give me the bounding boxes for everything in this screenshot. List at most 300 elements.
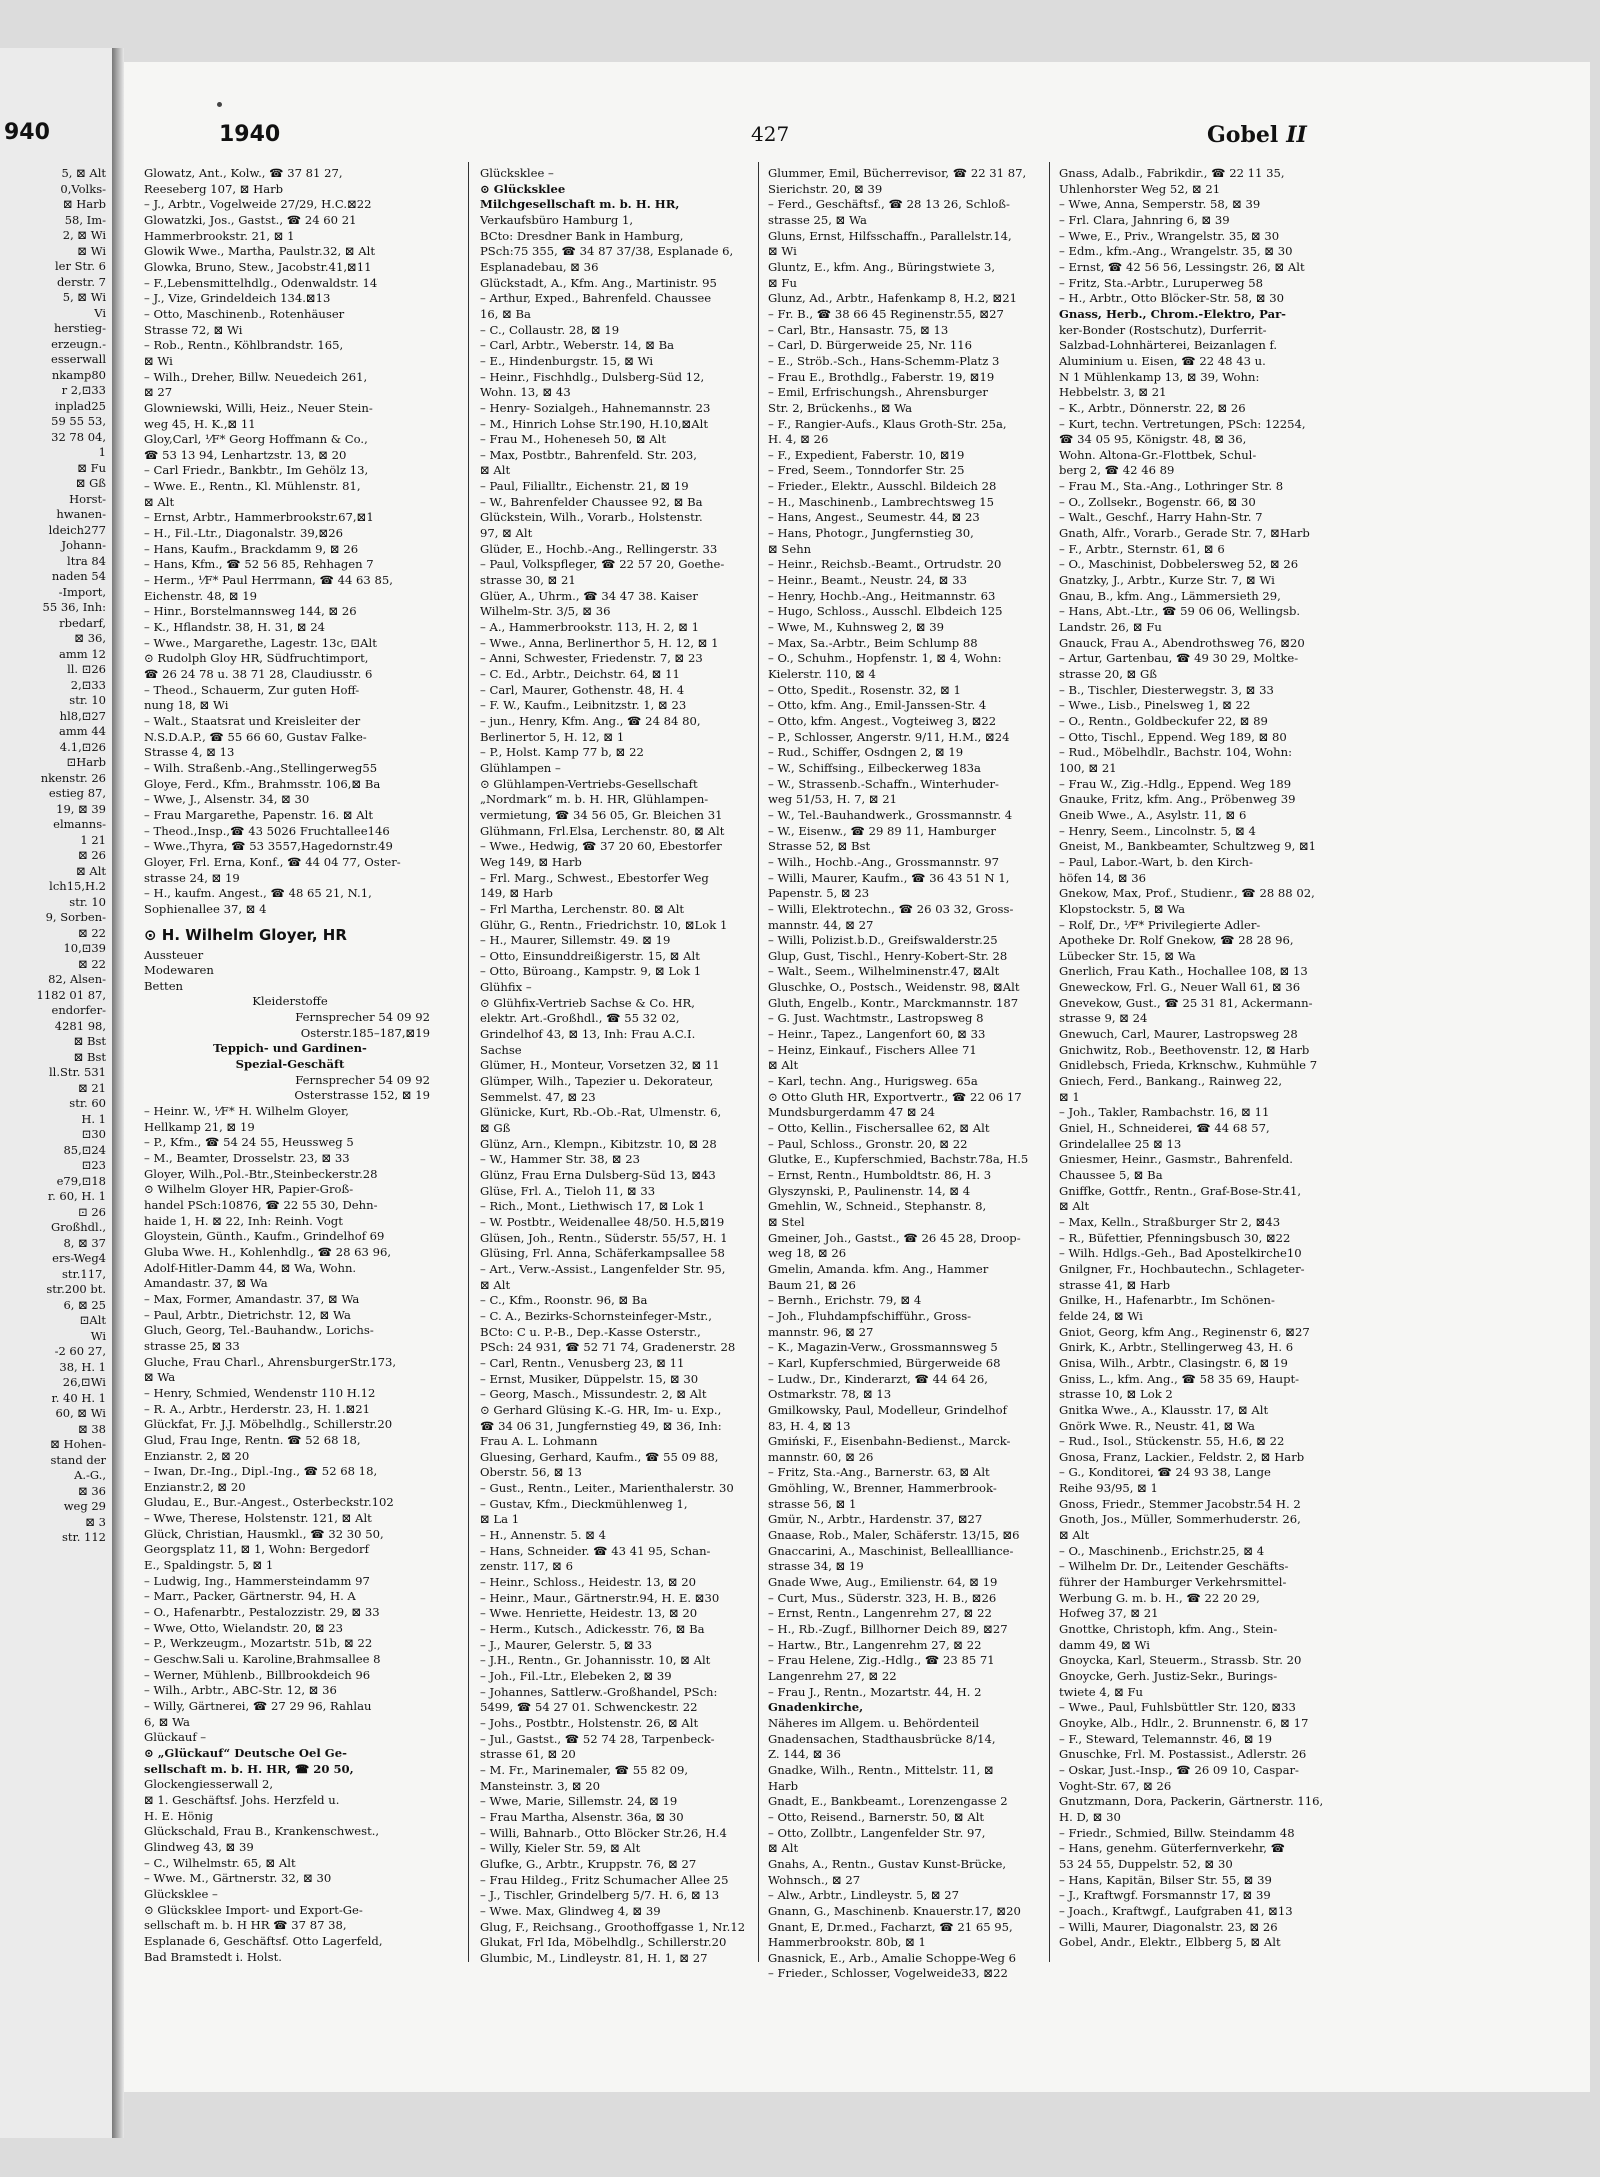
directory-entry: – F.,Lebensmittelhdlg., Odenwaldstr. 14 [144,275,378,290]
directory-entry: – M., Beamter, Drosselstr. 23, ⊠ 33 [144,1151,350,1166]
directory-entry: – Heinr., Beamt., Neustr. 24, ⊠ 33 [768,573,967,588]
directory-entry: – K., Hflandstr. 38, H. 31, ⊠ 24 [144,620,325,635]
left-page-line: ldeich277 [48,522,106,537]
directory-entry: – Henry- Sozialgeh., Hahnemannstr. 23 [480,400,711,415]
directory-entry: – Marr., Packer, Gärtnerstr. 94, H. A [144,1589,356,1604]
directory-entry: – Willy, Kieler Str. 59, ⊠ Alt [480,1841,641,1856]
directory-entry: strasse 30, ⊠ 21 [480,573,576,588]
directory-entry: – Paul, Filialltr., Eichenstr. 21, ⊠ 19 [480,479,689,494]
left-page-line: 26,⊡Wi [62,1375,106,1389]
directory-entry: Esplanadebau, ⊠ 36 [480,259,599,274]
directory-entry: Gnutzmann, Dora, Packerin, Gärtnerstr. 116, [1059,1794,1324,1809]
directory-entry: – E., Ströb.-Sch., Hans-Schemm-Platz 3 [768,353,1000,368]
directory-entry: 83, H. 4, ⊠ 13 [768,1418,851,1433]
directory-entry: – B., Tischler, Diesterwegstr. 3, ⊠ 33 [1059,682,1274,697]
directory-entry: Wohnsch., ⊠ 27 [768,1872,861,1887]
directory-entry: – J., Tischler, Grindelberg 5/7. H. 6, ⊠ 13 [480,1888,720,1903]
left-page-line: weg 29 [63,1499,106,1513]
directory-entry: – J., Arbtr., Vogelweide 27/29, H.C.⊠22 [144,197,372,212]
left-page-line: derstr. 7 [56,274,106,289]
directory-entry: haide 1, H. ⊠ 22, Inh: Reinh. Vogt [144,1213,343,1228]
directory-entry: – Friedr., Schmied, Billw. Steindamm 48 [1059,1825,1295,1840]
directory-entry: 6, ⊠ Wa [144,1714,190,1729]
left-page-line: ler Str. 6 [55,259,106,273]
directory-entry: – W., Hammer Str. 38, ⊠ 23 [480,1152,641,1167]
directory-entry: – P., Schlosser, Angerstr. 9/11, H.M., ⊠24 [768,729,1010,744]
directory-entry: – K., Arbtr., Dönnerstr. 22, ⊠ 26 [1059,400,1246,415]
directory-entry: sellschaft m. b. H HR ☎ 37 87 38, [144,1918,347,1933]
directory-entry: – Ernst, Musiker, Düppelstr. 15, ⊠ 30 [480,1371,699,1386]
directory-entry: – Otto, Spedit., Rosenstr. 32, ⊠ 1 [768,682,961,697]
directory-entry: H. D, ⊠ 30 [1059,1809,1121,1824]
left-page-line: 1182 01 87, [36,987,106,1002]
directory-entry: weg 18, ⊠ 26 [768,1246,847,1261]
left-page-line: 38, H. 1 [59,1359,106,1374]
directory-entry: Gobel, Andr., Elektr., Elbberg 5, ⊠ Alt [1059,1935,1281,1950]
directory-entry: – Otto, Büroang., Kampstr. 9, ⊠ Lok 1 [480,964,702,979]
directory-entry: Glunz, Ad., Arbtr., Hafenkamp 8, H.2, ⊠21 [768,291,1017,306]
directory-entry: Fernsprecher 54 09 92 [295,1072,430,1087]
directory-entry: Modewaren [144,963,214,978]
directory-entry: – K., Magazin-Verw., Grossmannsweg 5 [768,1340,998,1355]
directory-entry: – Wwe., Hedwig, ☎ 37 20 60, Ebestorfer [480,839,722,854]
left-page-line: Vi [94,305,106,320]
directory-entry: – Ludw., Dr., Kinderarzt, ☎ 44 64 26, [768,1371,988,1386]
directory-entry: – Joh., Fil.-Ltr., Elebeken 2, ⊠ 39 [480,1669,672,1683]
directory-entry: Strasse 72, ⊠ Wi [144,322,243,337]
directory-entry: ⊠ Stel [768,1214,805,1229]
directory-entry: – Gust., Rentn., Leiter., Marienthalerstr. 30 [480,1481,734,1496]
directory-entry: Fernsprecher 54 09 92 [295,1010,430,1025]
directory-entry: – Johannes, Sattlerw.-Großhandel, PSch: [480,1684,718,1699]
directory-entry: – J.H., Rentn., Gr. Johannisstr. 10, ⊠ Alt [480,1653,711,1668]
directory-entry: – Karl, techn. Ang., Hurigsweg. 65a [768,1074,978,1089]
directory-entry: ⊙ „Glückauf“ Deutsche Oel Ge- [144,1745,347,1760]
directory-entry: – Wwe. M., Gärtnerstr. 32, ⊠ 30 [144,1871,332,1886]
directory-entry: Voght-Str. 67, ⊠ 26 [1059,1778,1172,1793]
directory-entry: Baum 21, ⊠ 26 [768,1277,856,1292]
directory-entry: Glühfix – [480,980,532,995]
directory-entry: Gnerlich, Frau Kath., Hochallee 108, ⊠ 13 [1059,964,1308,979]
directory-entry: – Rolf, Dr., ⅟F* Privilegierte Adler- [1059,917,1261,932]
left-page-line: ⊠ 21 [78,1080,106,1095]
directory-entry: – Frau M., Hoheneseh 50, ⊠ Alt [480,432,667,447]
left-page-line: H. 1 [81,1111,106,1126]
directory-entry: Wohn. Altona-Gr.-Flottbek, Schul- [1059,447,1257,462]
directory-entry: Gnass, Herb., Chrom.-Elektro, Par- [1059,306,1286,321]
headword: Gobel [1207,122,1279,148]
left-page-line: r. 40 H. 1 [51,1390,106,1405]
directory-entry: Spezial-Geschäft [235,1057,345,1072]
directory-entry: – Henry, Seem., Lincolnstr. 5, ⊠ 4 [1059,823,1256,838]
directory-entry: – Hugo, Schloss., Ausschl. Elbdeich 125 [768,604,1003,619]
directory-entry: Glühmann, Frl.Elsa, Lerchenstr. 80, ⊠ Alt [480,823,725,838]
left-page-line: 10,⊡39 [63,941,106,955]
directory-entry: Gluch, Georg, Tel.-Bauhandw., Lorichs- [144,1323,374,1338]
left-page-line: ll.Str. 531 [48,1065,106,1079]
directory-entry: – Gustav, Kfm., Dieckmühlenweg 1, [480,1496,688,1511]
left-page-line: 1 21 [80,832,106,847]
directory-entry: Glyszynski, P., Paulinenstr. 14, ⊠ 4 [768,1183,971,1198]
left-page-line: estieg 87, [48,786,106,800]
directory-entry: – Otto, Reisend., Barnerstr. 50, ⊠ Alt [768,1809,985,1824]
directory-entry: – Wilh. Hdlgs.-Geh., Bad Apostelkirche10 [1059,1246,1302,1261]
directory-entry: Eichenstr. 48, ⊠ 19 [144,588,257,603]
column-rule [468,162,469,1962]
left-page-line: Wi [90,1328,106,1343]
left-page-line: str. 10 [69,693,106,707]
directory-entry: strasse 61, ⊠ 20 [480,1747,576,1762]
directory-entry: ⊠ Alt [480,463,511,478]
directory-entry: – Hans, genehm. Güterfernverkehr, ☎ [1059,1841,1286,1856]
directory-entry: – Hans, Kaufm., Brackdamm 9, ⊠ 26 [144,541,359,556]
directory-entry: sellschaft m. b. H. HR, ☎ 20 50, [144,1761,354,1776]
directory-entry: Papenstr. 5, ⊠ 23 [768,886,870,901]
directory-entry: – C., Kfm., Roonstr. 96, ⊠ Ba [480,1293,648,1308]
left-page-line: Großhdl., [50,1220,106,1234]
directory-entry: – Rud., Möbelhdlr., Bachstr. 104, Wohn: [1059,745,1293,760]
volume: II [1286,122,1307,148]
directory-entry: Glückstadt, A., Kfm. Ang., Martinistr. 95 [480,275,717,290]
directory-entry: mannstr. 44, ⊠ 27 [768,917,874,932]
directory-entry: Hofweg 37, ⊠ 21 [1059,1606,1159,1621]
directory-entry: Gnörk Wwe. R., Neustr. 41, ⊠ Wa [1059,1418,1255,1433]
directory-entry: zenstr. 117, ⊠ 6 [480,1559,573,1574]
directory-entry: – H., Annenstr. 5. ⊠ 4 [480,1528,607,1543]
directory-entry: Gnoth, Jos., Müller, Sommerhuderstr. 26, [1059,1512,1301,1527]
directory-entry: – R. A., Arbtr., Herderstr. 23, H. 1.⊠21 [144,1401,371,1416]
directory-entry: Gnasnick, E., Arb., Amalie Schoppe-Weg 6 [768,1950,1016,1965]
directory-entry: Glückstein, Wilh., Vorarb., Holstenstr. [480,510,703,525]
directory-entry: – Curt, Mus., Süderstr. 323, H. B., ⊠26 [768,1590,997,1605]
left-page-line: hl8,⊡27 [59,708,106,723]
directory-entry: – Rud., Isol., Stückenstr. 55, H.6, ⊠ 22 [1059,1434,1285,1449]
directory-entry: – Paul, Arbtr., Dietrichstr. 12, ⊠ Wa [144,1307,351,1322]
left-page-line: -Import, [58,584,106,599]
left-page-line: nkamp80 [51,367,106,382]
directory-entry: – Wwe. Max, Glindweg 4, ⊠ 39 [480,1903,661,1918]
directory-entry: Grindelhof 43, ⊠ 13, Inh: Frau A.C.I. [480,1027,696,1042]
directory-entry: Glud, Frau Inge, Rentn. ☎ 52 68 18, [144,1432,361,1447]
directory-entry: Gmilkowsky, Paul, Modelleur, Grindelhof [768,1402,1007,1417]
left-page-line: ⊡30 [81,1127,106,1141]
directory-entry: Frau A. L. Lohmann [480,1434,598,1449]
directory-entry: – Heinr., Maur., Gärtnerstr.94, H. E. ⊠30 [480,1590,720,1605]
directory-entry: nung 18, ⊠ Wi [144,698,229,713]
directory-entry: Gluche, Frau Charl., AhrensburgerStr.173, [144,1354,397,1369]
directory-entry: – Bernh., Erichstr. 79, ⊠ 4 [768,1293,922,1308]
directory-entry: – Wwe. Henriette, Heidestr. 13, ⊠ 20 [480,1606,698,1621]
directory-entry: – F., Expedient, Faberstr. 10, ⊠19 [768,447,965,462]
directory-entry: Grindelallee 25 ⊠ 13 [1059,1136,1182,1151]
directory-entry: Gluesing, Gerhard, Kaufm., ☎ 55 09 88, [480,1449,719,1464]
left-page-line: ⊠ Bst [73,1049,106,1064]
directory-entry: ⊠ Sehn [768,541,812,556]
directory-entry: felde 24, ⊠ Wi [1059,1308,1143,1323]
directory-entry: 5499, ☎ 54 27 01. Schwenckestr. 22 [480,1700,698,1715]
left-page-line: 82, Alsen- [48,972,106,986]
directory-entry: ⊠ Alt [1059,1199,1090,1214]
directory-entry: Teppich- und Gardinen- [213,1041,367,1056]
directory-entry: Hammerbrookstr. 21, ⊠ 1 [144,228,295,243]
directory-entry: Werbung G. m. b. H., ☎ 22 20 29, [1059,1590,1260,1605]
directory-entry: elektr. Art.-Großhdl., ☎ 55 32 02, [480,1011,680,1026]
directory-entry: Strasse 52, ⊠ Bst [768,839,871,854]
directory-entry: strasse 10, ⊠ Lok 2 [1059,1387,1173,1402]
directory-entry: Gnann, G., Maschinenb. Knauerstr.17, ⊠20 [768,1903,1021,1918]
directory-entry: – Hans, Kfm., ☎ 52 56 85, Rehhagen 7 [144,557,374,572]
directory-entry: Gnuschke, Frl. M. Postassist., Adlerstr. 26 [1059,1747,1307,1762]
directory-entry: – W., Strassenb.-Schaffn., Winterhuder- [768,776,999,791]
directory-entry: – Edm., kfm.-Ang., Wrangelstr. 35, ⊠ 30 [1059,244,1293,259]
directory-entry: Glüsing, Frl. Anna, Schäferkampsallee 58 [480,1246,725,1261]
column-4 [1059,166,1351,2046]
directory-entry: Gluth, Engelb., Kontr., Marckmannstr. 187 [768,995,1019,1010]
left-page-line: ⊠ 38 [78,1421,106,1436]
directory-entry: – Frl Martha, Lerchenstr. 80. ⊠ Alt [480,901,685,916]
left-page-line: ltra 84 [67,553,106,568]
directory-entry: – O., Hafenarbtr., Pestalozzistr. 29, ⊠ 33 [144,1605,380,1620]
directory-entry: Gnoycka, Karl, Steuerm., Strassb. Str. 20 [1059,1653,1302,1668]
directory-entry: Osterstrasse 152, ⊠ 19 [294,1088,430,1103]
directory-entry: – Willi, Maurer, Kaufm., ☎ 36 43 51 N 1, [768,870,1010,885]
directory-entry: Näheres im Allgem. u. Behördenteil [768,1715,980,1730]
directory-entry: Glünicke, Kurt, Rb.-Ob.-Rat, Ulmenstr. 6, [480,1105,722,1120]
directory-entry: – Ludwig, Ing., Hammersteindamm 97 [144,1573,370,1588]
left-page-line: ⊠ 22 [78,956,106,971]
left-page-line: r. 60, H. 1 [47,1189,106,1203]
directory-entry: – Carl, Btr., Hansastr. 75, ⊠ 13 [768,322,949,337]
directory-entry: Gnichwitz, Rob., Beethovenstr. 12, ⊠ Harb [1059,1042,1310,1057]
directory-entry: Gniffke, Gottfr., Rentn., Graf-Bose-Str.41, [1059,1183,1302,1198]
directory-entry: Gmeiner, Joh., Gastst., ☎ 26 45 28, Droop- [768,1230,1021,1245]
directory-entry: – G. Just. Wachtmstr., Lastropsweg 8 [768,1011,984,1026]
directory-entry: Glug, F., Reichsang., Groothoffgasse 1, Nr.12 [480,1919,746,1934]
directory-entry: Wohn. 13, ⊠ 43 [480,385,571,400]
directory-entry: Glüer, A., Uhrm., ☎ 34 47 38. Kaiser [480,588,698,603]
directory-entry: – Heinr., Reichsb.-Beamt., Ortrudstr. 20 [768,557,1002,572]
directory-entry: ⊠ 1. Geschäftsf. Johs. Herzfeld u. [144,1792,340,1807]
directory-entry: Gloye, Ferd., Kfm., Brahmsstr. 106,⊠ Ba [144,776,381,791]
directory-entry: – Frau Margarethe, Papenstr. 16. ⊠ Alt [144,807,374,822]
directory-entry: ⊙ Otto Gluth HR, Exportvertr., ☎ 22 06 17 [768,1089,1022,1104]
directory-entry: – Ernst, Arbtr., Hammerbrookstr.67,⊠1 [144,510,374,525]
directory-entry: 100, ⊠ 21 [1059,760,1117,775]
directory-entry: Glückauf – [144,1730,207,1745]
directory-entry: Kleiderstoffe [252,994,328,1009]
directory-entry: Strasse 4, ⊠ 13 [144,745,235,760]
directory-entry: Gnaccarini, A., Maschinist, Belleallliance- [768,1543,1014,1558]
directory-entry: ☎ 34 05 95, Königstr. 48, ⊠ 36, [1059,432,1247,447]
directory-entry: – C. Ed., Arbtr., Deichstr. 64, ⊠ 11 [480,667,680,681]
directory-entry: Glümper, Wilh., Tapezier u. Dekorateur, [480,1074,714,1089]
directory-entry: – Walt., Seem., Wilhelminenstr.47, ⊠Alt [768,964,1000,979]
left-page-line: Johann- [61,538,106,552]
directory-entry: – W., Tel.-Bauhandwerk., Grossmannstr. 4 [768,807,1013,822]
print-dot [217,102,222,107]
directory-entry: Verkaufsbüro Hamburg 1, [480,212,634,227]
directory-entry: – Wwe.,Thyra, ☎ 53 3557,Hagedornstr.49 [144,839,393,854]
column-2 [480,166,772,2046]
directory-entry: Gniesmer, Heinr., Gasmstr., Bahrenfeld. [1059,1152,1293,1167]
directory-entry: Hellkamp 21, ⊠ 19 [144,1119,255,1134]
column-1 [144,166,436,2046]
directory-entry: ⊠ Wi [768,244,797,259]
directory-entry: – F. W., Kaufm., Leibnitzstr. 1, ⊠ 23 [480,698,687,713]
directory-entry: Apotheke Dr. Rolf Gnekow, ☎ 28 28 96, [1059,933,1294,948]
directory-entry: – C., Collaustr. 28, ⊠ 19 [480,322,620,337]
directory-entry: ⊠ Alt [768,1841,799,1856]
directory-entry: – O., Schuhm., Hopfenstr. 1, ⊠ 4, Wohn: [768,651,1002,666]
directory-entry: – Wilh., Hochb.-Ang., Grossmannstr. 97 [768,854,1000,869]
directory-entry: Gmür, N., Arbtr., Hardenstr. 37, ⊠27 [768,1512,983,1527]
directory-entry: – H., Fil.-Ltr., Diagonalstr. 39,⊠26 [144,526,343,541]
directory-entry: strasse 56, ⊠ 1 [768,1496,857,1511]
directory-entry: – Otto, Kellin., Fischersallee 62, ⊠ Alt [768,1121,990,1136]
directory-entry: strasse 9, ⊠ 24 [1059,1011,1148,1026]
directory-entry: – A., Hammerbrookstr. 113, H. 2, ⊠ 1 [480,620,700,635]
directory-entry: Gnoyke, Alb., Hdlr., 2. Brunnenstr. 6, ⊠ 17 [1059,1715,1309,1730]
left-page-line: elmanns- [53,817,106,831]
directory-entry: damm 49, ⊠ Wi [1059,1637,1150,1652]
directory-entry: Gniss, L., kfm. Ang., ☎ 58 35 69, Haupt- [1059,1371,1300,1386]
directory-entry: – Hartw., Btr., Langenrehm 27, ⊠ 22 [768,1637,982,1652]
directory-entry: Gnadensachen, Stadthausbrücke 8/14, [768,1731,996,1746]
directory-entry: Ostmarkstr. 78, ⊠ 13 [768,1387,892,1402]
directory-entry: – Heinr., Fischhdlg., Dulsberg-Süd 12, [480,369,705,384]
directory-entry: ⊙ Wilhelm Gloyer HR, Papier-Groß- [144,1182,354,1197]
directory-entry: höfen 14, ⊠ 36 [1059,870,1147,885]
directory-entry: BCto: Dresdner Bank in Hamburg, [480,228,684,243]
left-page-line: str. 112 [61,1530,106,1544]
directory-entry: Glühlampen – [480,760,561,775]
directory-entry: Georgsplatz 11, ⊠ 1, Wohn: Bergedorf [144,1542,369,1557]
left-page-year: 940 [4,120,50,145]
left-page-line: amm 44 [59,724,106,738]
directory-entry: Glutke, E., Kupferschmied, Bachstr.78a, H.5 [768,1152,1029,1167]
directory-entry: ⊙ Rudolph Gloy HR, Südfruchtimport, [144,651,369,666]
directory-entry: mannstr. 96, ⊠ 27 [768,1324,874,1339]
directory-entry: Esplanade 6, Geschäftsf. Otto Lagerfeld, [144,1933,383,1948]
directory-entry: – J., Maurer, Gelerstr. 5, ⊠ 33 [480,1637,652,1652]
directory-entry: H. 4, ⊠ 26 [768,432,829,447]
directory-entry: Weg 149, ⊠ Harb [480,854,582,869]
directory-entry: ☎ 53 13 94, Lenhartzstr. 13, ⊠ 20 [144,447,347,462]
directory-entry: – Wwe, Therese, Holstenstr. 121, ⊠ Alt [144,1511,372,1526]
left-page-line: naden 54 [51,569,106,583]
left-page-line: str. 10 [69,894,106,909]
directory-entry: ⊙ H. Wilhelm Gloyer, HR [144,925,347,944]
left-page-line: stand der [50,1452,106,1467]
directory-entry: – Art., Verw.-Assist., Langenfelder Str. 95, [480,1261,726,1276]
left-page-line: -2 60 27, [54,1344,106,1358]
directory-entry: strasse 20, ⊠ Gß [1059,667,1158,681]
directory-entry: – C., Wilhelmstr. 65, ⊠ Alt [144,1855,296,1870]
directory-entry: – Willi, Bahnarb., Otto Blöcker Str.26, H.4 [480,1825,727,1840]
directory-entry: ⊠ 1 [1059,1089,1080,1104]
directory-page [124,62,1590,2092]
directory-entry: – Joh., Fluhdampfschifführ., Gross- [768,1308,972,1323]
directory-entry: Glüder, E., Hochb.-Ang., Rellingerstr. 33 [480,541,718,556]
directory-entry: – W., Schiffsing., Eilbeckerweg 183a [768,760,981,775]
directory-entry: Amandastr. 37, ⊠ Wa [144,1276,268,1291]
directory-entry: – Wwe., Anna, Berlinerthor 5, H. 12, ⊠ 1 [480,635,719,650]
directory-entry: Aluminium u. Eisen, ☎ 22 48 43 u. [1059,353,1266,368]
directory-entry: – Frieder., Elektr., Ausschl. Bildeich 28 [768,479,997,494]
directory-entry: – Paul, Volkspfleger, ☎ 22 57 20, Goethe- [480,557,725,572]
directory-entry: – Fritz, Sta.-Ang., Barnerstr. 63, ⊠ Alt [768,1465,990,1480]
directory-entry: – Heinz, Einkauf., Fischers Allee 71 [768,1042,977,1057]
left-page-line: str. 60 [69,1096,106,1110]
left-page-line: ⊠ Fu [77,460,106,475]
directory-entry: Gmöhling, W., Brenner, Hammerbrook- [768,1481,997,1496]
directory-entry: – Wwe, Marie, Sillemstr. 24, ⊠ 19 [480,1794,678,1809]
directory-entry: – J., Kraftwgf. Forsmannstr 17, ⊠ 39 [1059,1888,1271,1903]
directory-entry: strasse 25, ⊠ 33 [144,1338,240,1353]
directory-entry: – O., Rentn., Goldbeckufer 22, ⊠ 89 [1059,713,1268,728]
directory-entry: PSch:75 355, ☎ 34 87 37/38, Esplanade 6, [480,244,734,259]
directory-entry: Reeseberg 107, ⊠ Harb [144,181,284,196]
directory-entry: – Theod.,Insp.,☎ 43 5026 Fruchtallee146 [144,823,390,838]
directory-entry: ⊠ Wa [144,1370,176,1385]
directory-entry: Sophienallee 37, ⊠ 4 [144,901,267,916]
directory-entry: vermietung, ☎ 34 56 05, Gr. Bleichen 31 [480,807,723,822]
directory-entry: – Fred, Seem., Tonndorfer Str. 25 [768,463,965,478]
directory-entry: Gluschke, O., Postsch., Weidenstr. 98, ⊠Alt [768,980,1020,995]
directory-entry: – O., Zollsekr., Bogenstr. 66, ⊠ 30 [1059,494,1256,509]
directory-entry: – Willi, Maurer, Diagonalstr. 23, ⊠ 26 [1059,1919,1278,1934]
directory-entry: – Heinr., Tapez., Langenfort 60, ⊠ 33 [768,1027,986,1042]
directory-entry: Gloyer, Frl. Erna, Konf., ☎ 44 04 77, Oster- [144,854,401,869]
directory-entry: Gneweckow, Frl. G., Neuer Wall 61, ⊠ 36 [1059,980,1301,995]
page-number: 427 [751,122,790,146]
directory-entry: ⊠ Alt [144,494,175,509]
left-page-line: 4.1,⊡26 [59,739,106,754]
left-page-line: 8, ⊠ 37 [63,1235,106,1250]
directory-entry: – Frau Hildeg., Fritz Schumacher Allee 25 [480,1872,729,1887]
directory-entry: Semmelst. 47, ⊠ 23 [480,1089,596,1104]
directory-entry: Gnatzky, J., Arbtr., Kurze Str. 7, ⊠ Wi [1059,573,1275,588]
directory-entry: Gnadke, Wilh., Rentn., Mittelstr. 11, ⊠ [768,1762,994,1777]
directory-entry: – Hans, Photogr., Jungfernstieg 30, [768,526,974,541]
directory-entry: strasse 24, ⊠ 19 [144,870,240,885]
directory-entry: – Max, Sa.-Arbtr., Beim Schlump 88 [768,635,978,650]
directory-entry: – Carl, Maurer, Gothenstr. 48, H. 4 [480,682,685,697]
header-year: 1940 [219,122,281,147]
directory-entry: Glünz, Frau Erna Dulsberg-Süd 13, ⊠43 [480,1168,716,1182]
directory-entry: BCto: C u. P.-B., Dep.-Kasse Osterstr., [480,1324,701,1339]
directory-entry: – Carl, D. Bürgerweide 25, Nr. 116 [768,338,972,353]
directory-entry: Gludau, E., Bur.-Angest., Osterbeckstr.102 [144,1495,394,1510]
directory-entry: Gnidlebsch, Frieda, Krknschw., Kuhmühle 7 [1059,1058,1318,1073]
left-page-line: str.117, [61,1266,106,1281]
directory-entry: ⊠ Gß [480,1121,511,1136]
left-page-line: 60, ⊠ Wi [55,1406,106,1420]
directory-entry: Gnade Wwe, Aug., Emilienstr. 64, ⊠ 19 [768,1575,998,1590]
directory-entry: – Carl, Rentn., Venusberg 23, ⊠ 11 [480,1355,685,1370]
left-page-line: 2, ⊠ Wi [62,228,106,242]
directory-entry: – Rich., Mont., Liethwisch 17, ⊠ Lok 1 [480,1199,705,1214]
left-page-text [6,166,106,1546]
directory-entry: – H., Arbtr., Otto Blöcker-Str. 58, ⊠ 30 [1059,291,1285,306]
directory-entry: 149, ⊠ Harb [480,886,553,901]
left-page-line: e79,⊡18 [56,1173,106,1188]
directory-entry: – Arthur, Exped., Bahrenfeld. Chaussee [480,291,712,306]
directory-entry: – Rud., Schiffer, Osdngen 2, ⊠ 19 [768,745,964,760]
directory-entry: 16, ⊠ Ba [480,306,531,321]
directory-entry: Glufke, G., Arbtr., Kruppstr. 76, ⊠ 27 [480,1856,697,1871]
directory-entry: – Ernst, Rentn., Langenrehm 27, ⊠ 22 [768,1606,992,1621]
